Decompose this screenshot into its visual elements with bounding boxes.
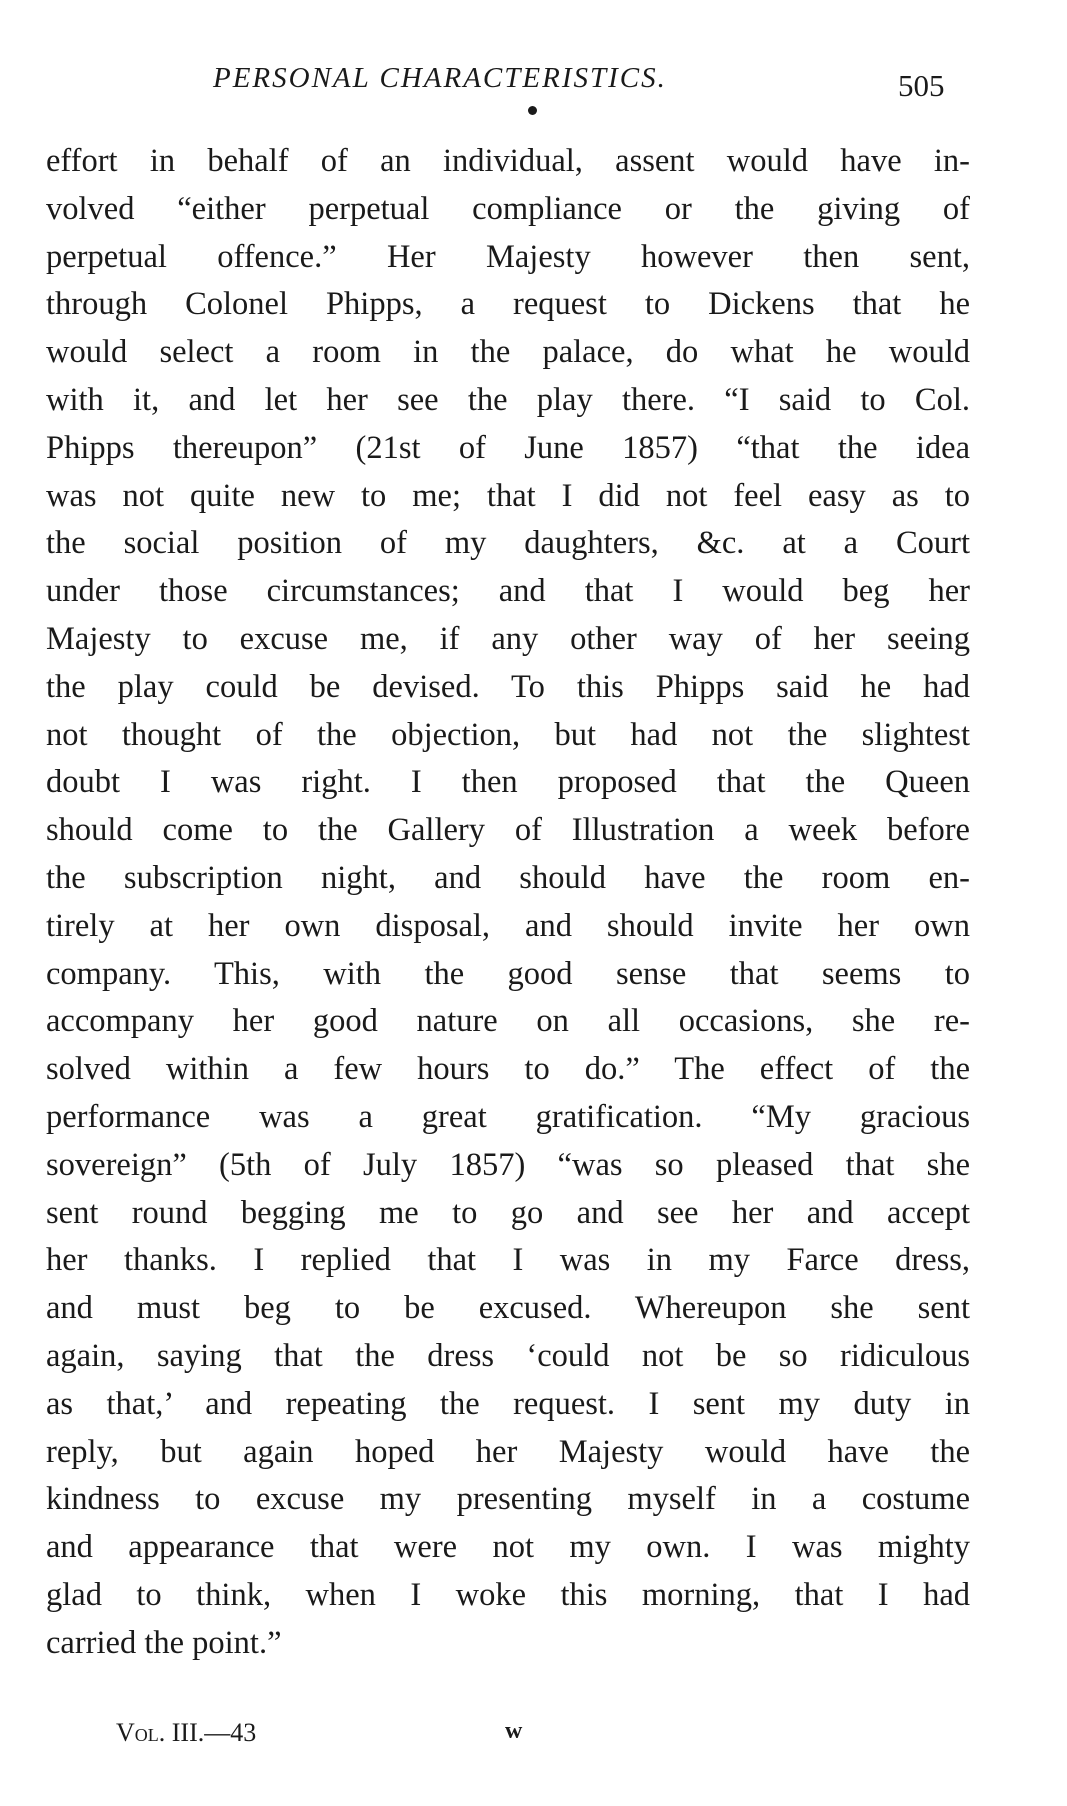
volume-signature: Vol. III.—43	[116, 1718, 257, 1747]
text-line: doubt I was right. I then proposed that the Queen	[46, 764, 970, 801]
text-line: should come to the Gallery of Illustration a week before	[46, 812, 970, 849]
text-line: accompany her good nature on all occasions, she re-	[46, 1003, 970, 1040]
running-title: PERSONAL CHARACTERISTICS.	[213, 62, 667, 94]
text-line: Phipps thereupon” (21st of June 1857) “that the idea	[46, 429, 970, 466]
text-line: the play could be devised. To this Phipps said he had	[46, 668, 970, 705]
text-line: as that,’ and repeating the request. I sent my duty in	[46, 1385, 970, 1422]
text-line: perpetual offence.” Her Majesty however then sent,	[46, 238, 970, 275]
text-line: the subscription night, and should have the room en-	[46, 859, 970, 896]
text-line: her thanks. I replied that I was in my Farce dress,	[46, 1242, 970, 1279]
text-line: was not quite new to me; that I did not feel easy as to	[46, 477, 970, 514]
page-number: 505	[898, 68, 945, 103]
text-line: through Colonel Phipps, a request to Dickens that he	[46, 286, 970, 323]
text-line: glad to think, when I woke this morning, that I had	[46, 1576, 970, 1613]
text-line: company. This, with the good sense that seems to	[46, 955, 970, 992]
text-line: under those circumstances; and that I would beg her	[46, 573, 970, 610]
body-text	[46, 138, 970, 1668]
text-line: would select a room in the palace, do what he would	[46, 334, 970, 371]
text-line: the social position of my daughters, &c. at a Court	[46, 525, 970, 562]
text-line: Majesty to excuse me, if any other way of her seeing	[46, 620, 970, 657]
text-line: and must beg to be excused. Whereupon she sent	[46, 1290, 970, 1327]
text-line: performance was a great gratification. “My gracious	[46, 1098, 970, 1135]
text-line: kindness to excuse my presenting myself in a costume	[46, 1481, 970, 1518]
running-head	[0, 62, 1067, 112]
page-footer	[0, 1718, 1067, 1758]
text-line: tirely at her own disposal, and should invite her own	[46, 907, 970, 944]
gathering-mark: w	[505, 1718, 523, 1744]
text-line: with it, and let her see the play there. “I said to Col.	[46, 381, 970, 418]
text-line: again, saying that the dress ‘could not be so ridiculous	[46, 1337, 970, 1374]
text-line: sent round begging me to go and see her and accept	[46, 1194, 970, 1231]
text-line: not thought of the objection, but had not the slightest	[46, 716, 970, 753]
text-line: reply, but again hoped her Majesty would have the	[46, 1433, 970, 1470]
text-line: and appearance that were not my own. I was mighty	[46, 1529, 970, 1566]
text-line: volved “either perpetual compliance or the giving of	[46, 190, 970, 227]
ornament-dot	[528, 106, 537, 115]
text-line: sovereign” (5th of July 1857) “was so pleased that she	[46, 1146, 970, 1183]
text-line-last: carried the point.”	[46, 1624, 282, 1661]
text-line: effort in behalf of an individual, assent would have in-	[46, 143, 970, 179]
text-line: solved within a few hours to do.” The effect of the	[46, 1051, 970, 1088]
